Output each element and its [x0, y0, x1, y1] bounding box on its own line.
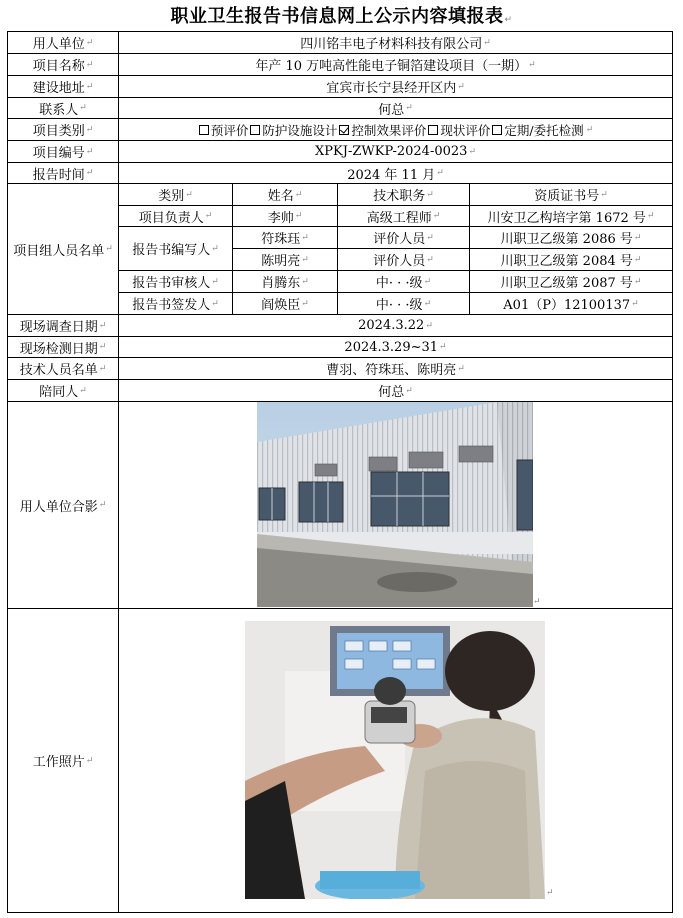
team-member-cert: 川安卫乙构培字第 1672 号 ↵ [487, 210, 655, 226]
site-photo [257, 402, 533, 607]
option-control-effect-evaluation[interactable]: 控制效果评价 [339, 121, 426, 139]
team-category: 报告书签发人 ↵ [132, 298, 219, 313]
option-status-evaluation[interactable]: 现状评价 [428, 121, 490, 139]
site-photo-label: 用人单位合影 ↵ [19, 499, 107, 515]
project-type-label: 项目类别 ↵ [32, 124, 94, 139]
team-category: 报告书编写人 ↵ [132, 243, 219, 258]
project-name-value: 年产 10 万吨高性能电子铜箔建设项目（一期） ↵ [255, 59, 536, 74]
employer-value: 四川铭丰电子材料科技有限公司 ↵ [300, 37, 491, 52]
factory-building-image [257, 402, 533, 607]
team-category: 项目负责人 ↵ [138, 210, 213, 226]
paragraph-mark: ↵ [546, 888, 554, 898]
contact-value: 何总 ↵ [378, 102, 413, 118]
address-label: 建设地址 ↵ [32, 81, 94, 96]
test-date-value: 2024.3.29~31 ↵ [344, 339, 447, 355]
team-header-title: 技术职务 ↵ [373, 189, 434, 204]
team-member-title: 高级工程师 ↵ [366, 210, 441, 226]
checkbox[interactable] [250, 125, 260, 135]
team-header-category: 类别 ↵ [158, 189, 193, 204]
worker-measurement-image [245, 621, 545, 899]
survey-date-label: 现场调查日期 ↵ [19, 320, 107, 335]
contact-label: 联系人 ↵ [39, 102, 87, 118]
team-member-title: 中· · ·级 ↵ [375, 298, 432, 313]
option-protection-design[interactable]: 防护设施设计 [250, 121, 337, 139]
report-time-label: 报告时间 ↵ [32, 167, 94, 183]
project-no-value: XPKJ-ZWKP-2024-0023 ↵ [315, 144, 476, 159]
paragraph-mark: ↵ [504, 15, 513, 25]
team-member-name: 肖腾东 ↵ [261, 276, 309, 291]
title-text: 职业卫生报告书信息网上公示内容填报表 [170, 6, 504, 27]
team-member-cert: 川职卫乙级第 2087 号 ↵ [500, 276, 642, 291]
team-header-cert: 资质证书号 ↵ [534, 189, 608, 204]
team-member-name: 李帅 ↵ [267, 210, 303, 226]
team-member-name: 陈明亮 ↵ [261, 254, 309, 269]
team-member-name: 符珠珏 ↵ [261, 232, 309, 247]
option-periodic-detection[interactable]: 定期/委托检测 [492, 121, 583, 139]
companion-label: 陪同人 ↵ [39, 385, 87, 400]
tech-staff-value: 曹羽、符珠珏、陈明亮 ↵ [326, 363, 465, 378]
team-member-title: 评价人员 ↵ [373, 254, 434, 269]
test-date-label: 现场检测日期 ↵ [19, 341, 107, 357]
team-header-name: 姓名 ↵ [267, 189, 303, 204]
checkbox[interactable] [428, 125, 438, 135]
project-no-label: 项目编号 ↵ [32, 146, 94, 161]
team-member-name: 阎焕臣 ↵ [261, 298, 309, 313]
companion-value: 何总 ↵ [378, 385, 413, 400]
team-member-cert: A01（P）12100137 ↵ [503, 298, 639, 313]
table-border-right [672, 31, 673, 913]
team-label: 项目组人员名单 ↵ [13, 243, 113, 259]
checkbox-checked[interactable] [339, 125, 349, 135]
project-name-label: 项目名称 ↵ [32, 59, 94, 74]
survey-date-value: 2024.3.22 ↵ [358, 318, 433, 333]
team-member-title: 评价人员 ↵ [373, 232, 434, 247]
report-time-value: 2024 年 11 月 ↵ [347, 167, 444, 183]
employer-label: 用人单位 ↵ [32, 37, 94, 52]
project-type-options: 预评价 防护设施设计 控制效果评价 现状评价 定期/委托检测 ↵ [119, 119, 672, 140]
team-category: 报告书审核人 ↵ [132, 276, 219, 291]
work-photo [245, 621, 545, 899]
checkbox[interactable] [199, 125, 209, 135]
table-border-bottom [7, 912, 673, 913]
paragraph-mark: ↵ [533, 597, 541, 607]
team-member-title: 中· · ·级 ↵ [375, 276, 432, 291]
page-title [0, 2, 683, 28]
option-pre-evaluation[interactable]: 预评价 [199, 121, 249, 139]
tech-staff-label: 技术人员名单 ↵ [19, 363, 107, 378]
address-value: 宜宾市长宁县经开区内 ↵ [326, 81, 465, 96]
team-member-cert: 川职卫乙级第 2084 号 ↵ [500, 254, 642, 269]
team-member-cert: 川职卫乙级第 2086 号 ↵ [500, 232, 642, 247]
checkbox[interactable] [492, 125, 502, 135]
work-photo-label: 工作照片 ↵ [32, 755, 94, 770]
